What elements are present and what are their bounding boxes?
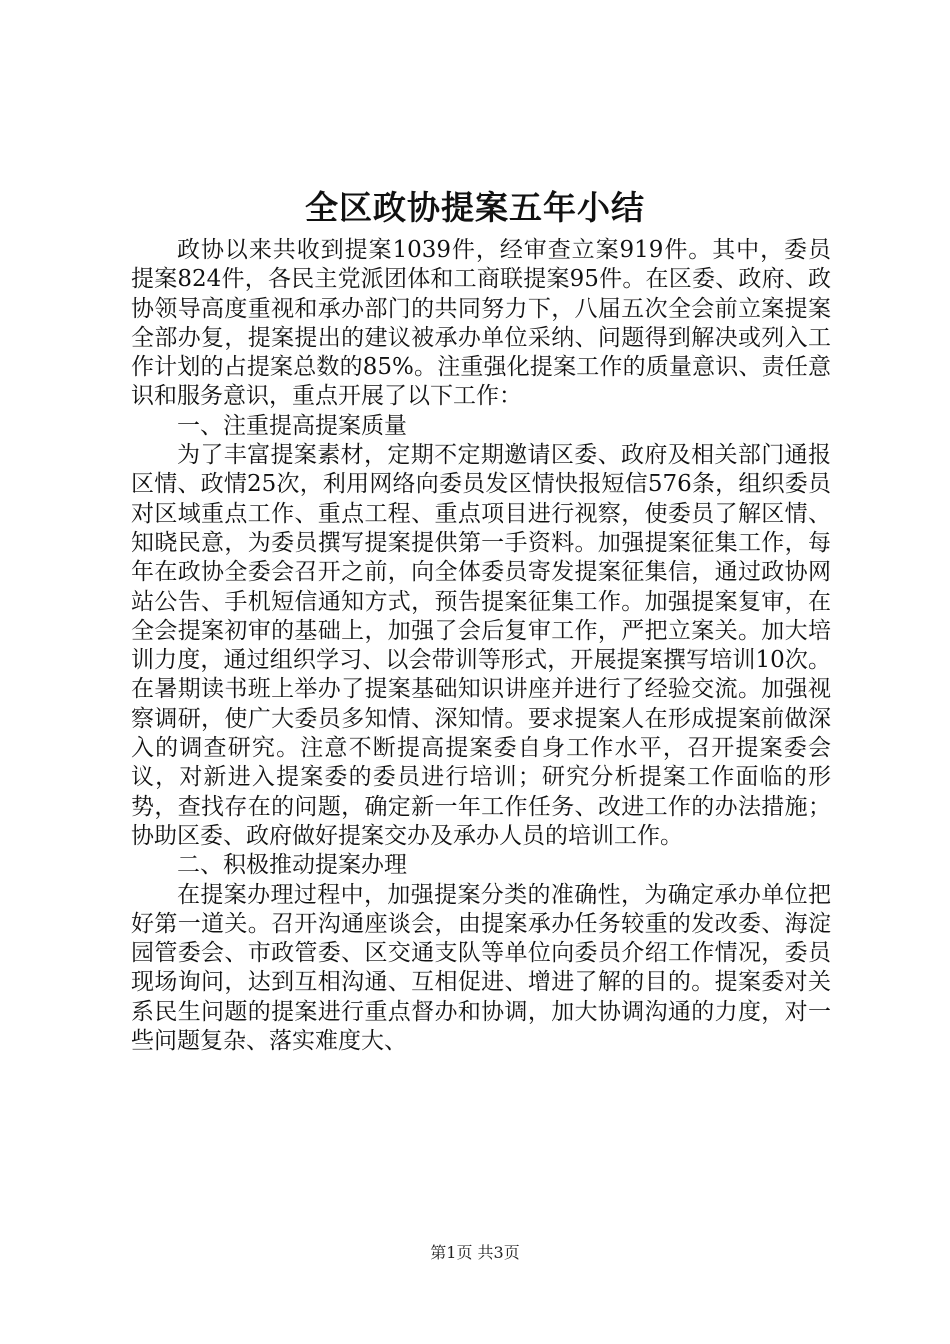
document-title: 全区政协提案五年小结	[305, 188, 645, 227]
paragraph-intro: 政协以来共收到提案1039件，经审查立案919件。其中，委员提案824件，各民主党派团体和工商联提案95件。在区委、政府、政协领导高度重视和承办部门的共同努力下，八届五次全会前立案提案全部办复，提案提出的建议被承办单位采纳、问题得到解决或列入工作计划的占提案总数的85%。注重强化提案工作的质量意识、责任意识和服务意识，重点开展了以下工作：	[131, 237, 831, 410]
section-heading-2: 二、积极推动提案办理	[177, 852, 407, 879]
document-body	[131, 236, 831, 1056]
paragraph-section-2: 在提案办理过程中，加强提案分类的准确性，为确定承办单位把好第一道关。召开沟通座谈会，由提案承办任务较重的发改委、海淀园管委会、市政管委、区交通支队等单位向委员介绍工作情况，委员现场询问，达到互相沟通、互相促进、增进了解的目的。提案委对关系民生问题的提案进行重点督办和协调，加大协调沟通的力度，对一些问题复杂、落实难度大、	[131, 881, 831, 1055]
section-heading-1: 一、注重提高提案质量	[177, 412, 407, 439]
page-number-footer: 第1页 共3页	[430, 1243, 520, 1262]
paragraph-section-1: 为了丰富提案素材，定期不定期邀请区委、政府及相关部门通报区情、政情25次，利用网络向委员发区情快报短信576条，组织委员对区域重点工作、重点工程、重点项目进行视察，使委员了解区情、知晓民意，为委员撰写提案提供第一手资料。加强提案征集工作，每年在政协全委会召开之前，向全体委员寄发提案征集信，通过政协网站公告、手机短信通知方式，预告提案征集工作。加强提案复审，在全会提案初审的基础上，加强了会后复审工作，严把立案关。加大培训力度，通过组织学习、以会带训等形式，开展提案撰写培训10次。在暑期读书班上举办了提案基础知识讲座并进行了经验交流。加强视察调研，使广大委员多知情、深知情。要求提案人在形成提案前做深入的调查研究。注意不断提高提案委自身工作水平，召开提案委会议，对新进入提案委的委员进行培训；研究分析提案工作面临的形势，查找存在的问题，确定新一年工作任务、改进工作的办法措施；协助区委、政府做好提案交办及承办人员的培训工作。	[131, 442, 831, 849]
